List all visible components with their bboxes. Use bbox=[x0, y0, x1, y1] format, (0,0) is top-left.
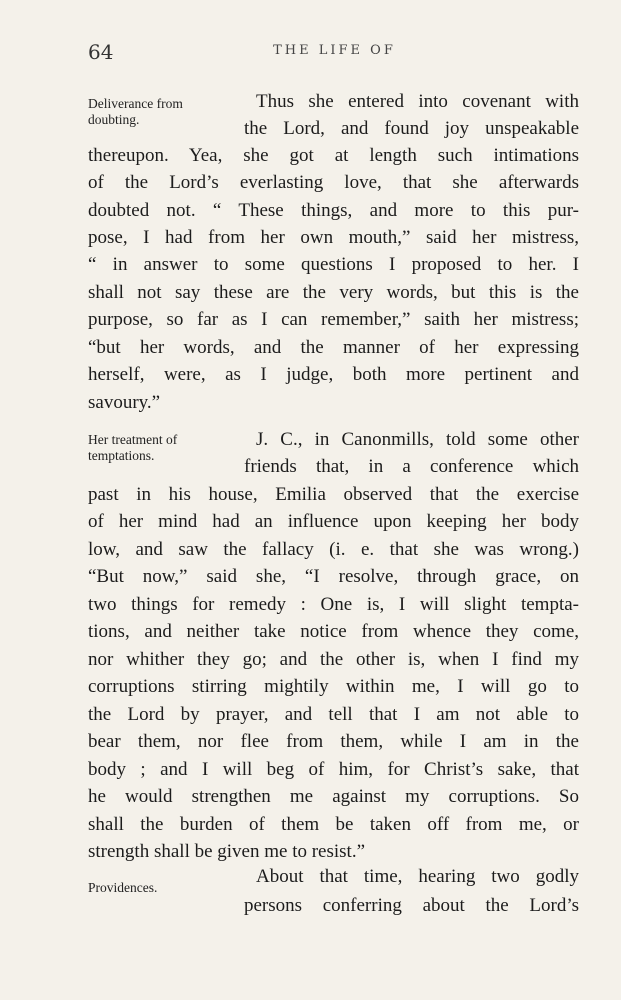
text-line: “ in answer to some questions I proposed to her. I bbox=[88, 254, 579, 275]
text-line: body ; and I will beg of him, for Christ’s sake, that bbox=[88, 759, 579, 780]
text-line: strength shall be given me to resist.” bbox=[88, 841, 366, 862]
text-line: “But now,” said she, “I resolve, through grace, on bbox=[88, 566, 579, 587]
text-line: two things for remedy : One is, I will slight tempta- bbox=[88, 594, 579, 615]
text-line: the Lord, and found joy unspeakable bbox=[244, 118, 579, 139]
text-line: shall not say these are the very words, but this is the bbox=[88, 282, 579, 303]
sidenote-deliverance-2: doubting. bbox=[88, 112, 140, 127]
sidenote-providences: Providences. bbox=[88, 880, 158, 895]
text-line: of the Lord’s everlasting love, that she afterwards bbox=[88, 172, 579, 193]
text-line: nor whither they go; and the other is, when I find my bbox=[88, 649, 579, 670]
text-line: shall the burden of them be taken off from me, or bbox=[88, 814, 579, 835]
page-header bbox=[88, 40, 581, 64]
text-line: bear them, nor flee from them, while I am in the bbox=[88, 731, 579, 752]
text-line: the Lord by prayer, and tell that I am not able to bbox=[88, 704, 579, 725]
text-line: J. C., in Canonmills, told some other bbox=[256, 429, 579, 450]
text-line: About that time, hearing two godly bbox=[256, 866, 579, 887]
text-line: savoury.” bbox=[88, 392, 161, 413]
text-line: friends that, in a conference which bbox=[244, 456, 579, 477]
sidenote-deliverance: Deliverance from bbox=[88, 96, 183, 111]
text-line: “but her words, and the manner of her expressing bbox=[88, 337, 579, 358]
sidenote-temptations-2: temptations. bbox=[88, 448, 155, 463]
running-title: THE LIFE OF bbox=[273, 43, 396, 58]
text-line: purpose, so far as I can remember,” saith her mistress; bbox=[88, 309, 579, 330]
text-line: low, and saw the fallacy (i. e. that she was wrong.) bbox=[88, 539, 579, 560]
sidenote-temptations: Her treatment of bbox=[88, 432, 178, 447]
text-line: tions, and neither take notice from whence they come, bbox=[88, 621, 579, 642]
text-line: corruptions stirring mightily within me, I will go to bbox=[88, 676, 579, 697]
text-line: pose, I had from her own mouth,” said her mistress, bbox=[88, 227, 579, 248]
text-line: past in his house, Emilia observed that the exercise bbox=[88, 484, 579, 505]
text-line: herself, were, as I judge, both more pertinent and bbox=[88, 364, 579, 385]
text-line: he would strengthen me against my corruptions. So bbox=[88, 786, 579, 807]
text-line: thereupon. Yea, she got at length such intimations bbox=[88, 145, 579, 166]
page-number: 64 bbox=[88, 40, 114, 64]
text-line: of her mind had an influence upon keeping her body bbox=[88, 511, 579, 532]
text-line: doubted not. “ These things, and more to this pur- bbox=[88, 200, 579, 221]
text-line: persons conferring about the Lord’s bbox=[244, 895, 579, 916]
text-line: Thus she entered into covenant with bbox=[256, 91, 579, 112]
